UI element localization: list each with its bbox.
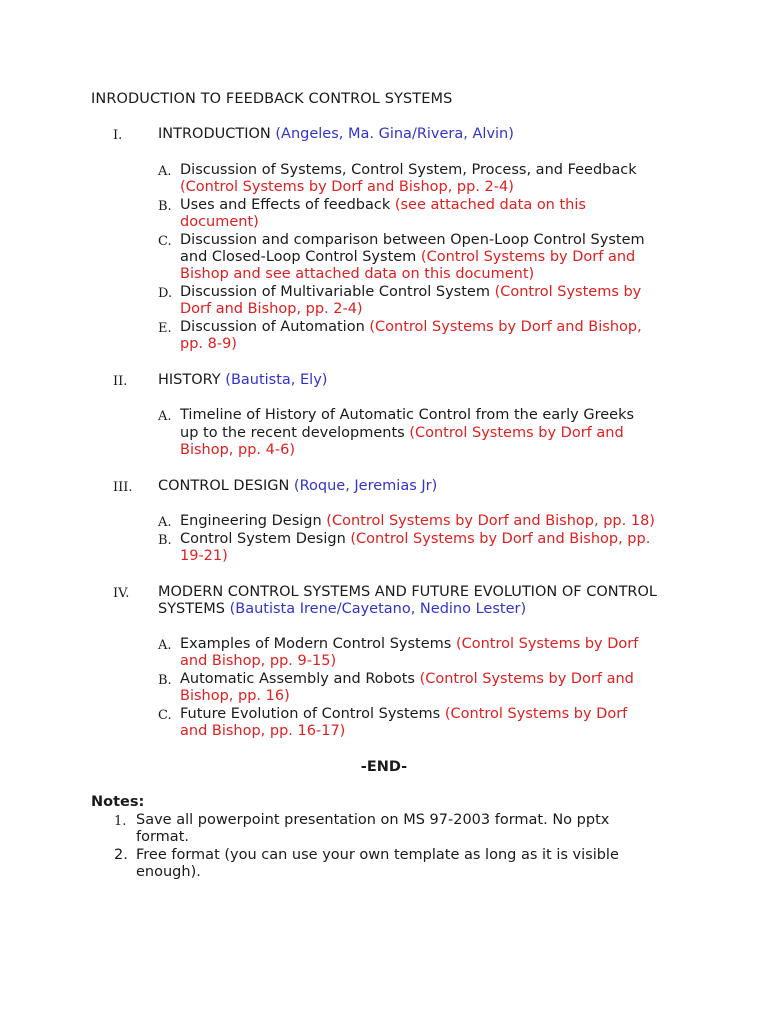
section-number: I. [113, 128, 123, 143]
item-reference: (Control Systems by Dorf [444, 706, 628, 722]
item-reference: document) [180, 214, 259, 230]
item-line [180, 425, 624, 443]
section-heading-text: HISTORY [158, 372, 221, 388]
item-line [180, 407, 634, 425]
item-line [180, 706, 627, 724]
item-text: Discussion of Automation [180, 319, 370, 335]
item-line [180, 162, 637, 180]
item-line [180, 319, 642, 337]
section-heading-text: CONTROL DESIGN [158, 478, 290, 494]
section-number: IV. [113, 586, 130, 601]
note-text: Save all powerpoint presentation on MS 97-2003 format. No pptx [136, 812, 610, 828]
item-reference: (Control Systems by Dorf and [419, 671, 634, 687]
section-heading-text: INTRODUCTION [158, 126, 271, 142]
item-reference: Bishop, pp. 16) [180, 688, 290, 704]
item-reference: Dorf and Bishop, pp. 2-4) [180, 301, 363, 317]
section-heading [158, 126, 514, 144]
section-heading [158, 372, 327, 390]
item-reference: (Control Systems by Dorf and Bishop, [369, 319, 642, 335]
item-reference: Bishop and see attached data on this document) [180, 266, 535, 282]
item-text: Future Evolution of Control Systems [180, 706, 445, 722]
item-reference: (Control Systems by Dorf and Bishop, pp. 18) [326, 513, 655, 529]
item-line [180, 671, 634, 689]
item-text: Examples of Modern Control Systems [180, 636, 456, 652]
item-text: up to the recent developments [180, 425, 410, 441]
notes-title: Notes: [91, 794, 145, 810]
item-letter: C. [158, 708, 172, 723]
item-reference: (Control Systems by Dorf and [420, 249, 636, 265]
item-text: Timeline of History of Automatic Control from the early Greeks [180, 407, 635, 423]
item-reference: (Control Systems by [494, 284, 642, 300]
item-line [180, 232, 645, 250]
section-people: (Angeles, Ma. Gina/Rivera, Alvin) [275, 126, 514, 142]
note-number: 1. [114, 814, 127, 829]
item-line [180, 284, 641, 302]
item-line [180, 636, 638, 654]
item-reference: Bishop, pp. 4-6) [180, 442, 295, 458]
item-line [180, 249, 635, 267]
section-people: (Roque, Jeremias Jr) [293, 478, 438, 494]
item-reference: (Control Systems by Dorf and Bishop, pp. 2-4) [180, 179, 514, 195]
section-number: III. [113, 480, 133, 495]
item-letter: B. [158, 533, 172, 548]
item-letter: D. [158, 286, 173, 301]
item-reference: (Control Systems by Dorf and [409, 425, 624, 441]
item-letter: A. [158, 515, 172, 530]
section-people: (Bautista Irene/Cayetano, Nedino Lester) [229, 601, 527, 617]
item-text: Automatic Assembly and Robots [180, 671, 420, 687]
section-heading: MODERN CONTROL SYSTEMS AND FUTURE EVOLUTION OF CONTROL [158, 584, 657, 600]
item-line [180, 513, 655, 531]
item-text: Discussion and comparison between Open-Loop Control System [180, 232, 645, 248]
item-letter: C. [158, 234, 172, 249]
item-reference: and Bishop, pp. 16-17) [180, 723, 346, 739]
section-number: II. [113, 374, 128, 389]
item-text: Control System Design [180, 531, 351, 547]
note-number: 2. [114, 847, 128, 863]
item-reference: and Bishop, pp. 9-15) [180, 653, 337, 669]
item-text: Uses and Effects of feedback [180, 197, 395, 213]
item-text: Discussion of Systems, Control System, Process, and Feedback [180, 162, 637, 178]
note-text: enough). [136, 864, 201, 880]
item-letter: A. [158, 164, 172, 179]
item-reference: pp. 8-9) [180, 336, 237, 352]
item-text: Discussion of Multivariable Control System [180, 284, 495, 300]
note-text: Free format (you can use your own template as long as it is visible [136, 847, 619, 863]
item-letter: A. [158, 638, 172, 653]
item-line [180, 531, 650, 549]
item-reference: (see attached data on this [394, 197, 586, 213]
item-line [180, 197, 586, 215]
item-letter: B. [158, 199, 172, 214]
document-title: INRODUCTION TO FEEDBACK CONTROL SYSTEMS [91, 91, 453, 107]
item-reference: (Control Systems by Dorf [455, 636, 639, 652]
item-text: and Closed-Loop Control System [180, 249, 421, 265]
item-reference: 19-21) [180, 548, 228, 564]
section-people: (Bautista, Ely) [225, 372, 328, 388]
item-reference: (Control Systems by Dorf and Bishop, pp. [350, 531, 651, 547]
note-text: format. [136, 829, 189, 845]
section-heading [158, 601, 526, 619]
item-text: Engineering Design [180, 513, 327, 529]
section-heading-text: SYSTEMS [158, 601, 225, 617]
item-letter: B. [158, 673, 172, 688]
item-letter: A. [158, 409, 172, 424]
end-marker: -END- [360, 759, 408, 775]
section-heading [158, 478, 437, 496]
item-letter: E. [158, 321, 172, 336]
